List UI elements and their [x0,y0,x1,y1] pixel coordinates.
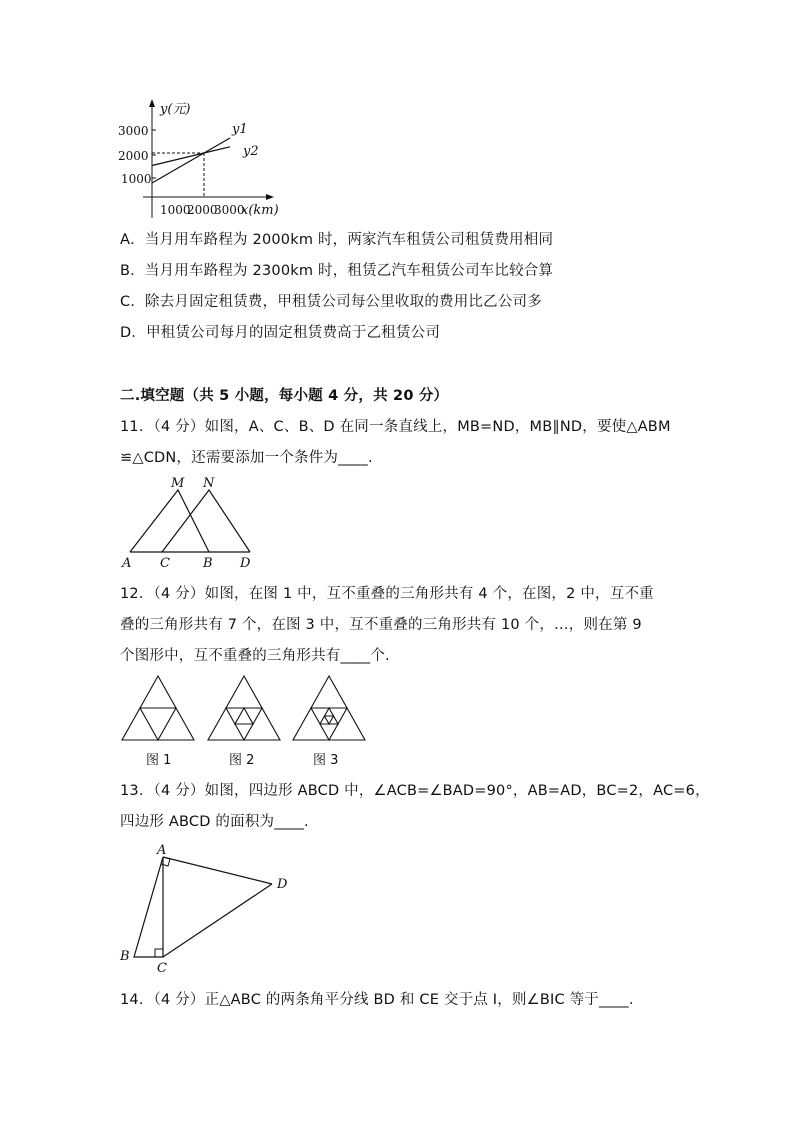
q14-answer-blank: ____ [599,992,629,1008]
q11-line2: ≌△CDN，还需要添加一个条件为____. [120,450,373,466]
q12-caption-2: 图 2 [229,753,255,768]
q12-line3: 个图形中，互不重叠的三角形共有____个. [120,648,390,664]
q11-answer-blank: ____ [338,450,368,466]
q14-text: 14．（4 分）正△ABC 的两条角平分线 BD 和 CE 交于点 I，则∠BIC 等于 [120,992,600,1008]
q12-text: 个图形中，互不重叠的三角形共有 [120,648,341,664]
q11-label-b: B [203,556,213,571]
q13-text: 四边形 ABCD 的面积为 [120,814,275,830]
q13-label-d: D [277,877,288,892]
q12-figure-1 [122,676,194,740]
q11-label-c: C [160,556,170,571]
q11-line1: 11．（4 分）如图，A、C、B、D 在同一条直线上，MB=ND，MB∥ND，要使△ABM [120,419,671,435]
q11-label-a: A [122,556,132,571]
q12-line2: 叠的三角形共有 7 个，在图 3 中，互不重叠的三角形共有 10 个，…，则在第 9 [120,617,642,633]
y-tick-3000: 3000 [118,124,149,138]
q13-label-b: B [120,949,130,964]
q13-line2: 四边形 ABCD 的面积为____. [120,814,309,830]
x-tick-2000: 2000 [187,203,218,217]
y-axis-label: y(元) [160,102,191,117]
q12-figure-2 [208,676,280,740]
line-y1-label: y1 [232,122,248,137]
q13-line1: 13．（4 分）如图，四边形 ABCD 中，∠ACB=∠BAD=90°，AB=AD，BC=2，AC=6， [120,783,710,799]
q13-label-c: C [157,961,167,976]
q11-text: ≌△CDN，还需要添加一个条件为 [120,450,339,466]
line-y2-label: y2 [243,144,259,159]
q13-label-a: A [157,843,167,858]
q14-line1: 14．（4 分）正△ABC 的两条角平分线 BD 和 CE 交于点 I，则∠BIC 等于____. [120,992,634,1008]
y-tick-2000: 2000 [118,149,149,163]
section-title: 二.填空题（共 5 小题，每小题 4 分，共 20 分） [120,388,449,404]
x-tick-1000: 1000 [160,203,191,217]
option-b: B．当月用车路程为 2300km 时，租赁乙汽车租赁公司车比较合算 [120,263,554,279]
q12-answer-blank: ____ [340,648,371,664]
q12-line1: 12．（4 分）如图，在图 1 中，互不重叠的三角形共有 4 个，在图，2 中，互不重 [120,586,654,602]
option-c: C．除去月固定租赁费，甲租赁公司每公里收取的费用比乙公司多 [120,294,542,310]
q11-label-d: D [240,556,251,571]
q13-answer-blank: ____ [274,814,305,830]
graph-axes [143,99,274,218]
option-a: A．当月用车路程为 2000km 时，两家汽车租赁公司租赁费用相同 [120,232,554,248]
series-line-y1 [152,138,230,183]
q11-label-n: N [203,476,215,491]
q12-figure-3 [293,676,365,740]
option-d: D．甲租赁公司每月的固定租赁费高于乙租赁公司 [120,325,441,341]
q11-label-m: M [171,476,185,491]
series-line-y2 [152,147,230,166]
x-tick-3000: 3000 [214,203,245,217]
q12-caption-3: 图 3 [313,753,339,768]
y-tick-1000: 1000 [121,172,152,186]
q12-caption-1: 图 1 [146,753,172,768]
x-axis-label: x(km) [241,203,279,218]
